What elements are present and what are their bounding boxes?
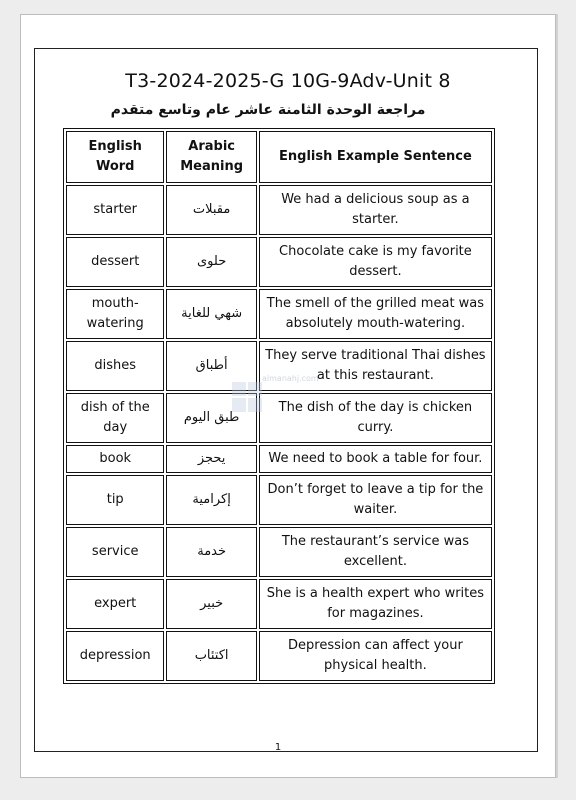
table-header-row bbox=[66, 131, 492, 183]
page-edge bbox=[556, 14, 558, 778]
example-sentence: Chocolate cake is my favorite dessert. bbox=[259, 237, 492, 287]
example-sentence: We need to book a table for four. bbox=[259, 445, 492, 473]
example-sentence: She is a health expert who writes for magazines. bbox=[259, 579, 492, 629]
example-sentence: The smell of the grilled meat was absolutely mouth-watering. bbox=[259, 289, 492, 339]
english-word: expert bbox=[66, 579, 164, 629]
arabic-meaning: خدمة bbox=[166, 527, 256, 577]
table-row bbox=[66, 631, 492, 681]
example-sentence: Don’t forget to leave a tip for the waiter. bbox=[259, 475, 492, 525]
arabic-meaning: يحجز bbox=[166, 445, 256, 473]
english-word: starter bbox=[66, 185, 164, 235]
table-row bbox=[66, 237, 492, 287]
english-word: dessert bbox=[66, 237, 164, 287]
example-sentence: They serve traditional Thai dishes at this restaurant. bbox=[259, 341, 492, 391]
example-sentence: Depression can affect your physical health. bbox=[259, 631, 492, 681]
english-word: tip bbox=[66, 475, 164, 525]
page-number: 1 bbox=[274, 742, 282, 753]
example-sentence: The dish of the day is chicken curry. bbox=[259, 393, 492, 443]
header-example-sentence: English Example Sentence bbox=[259, 131, 492, 183]
example-sentence: The restaurant’s service was excellent. bbox=[259, 527, 492, 577]
arabic-meaning: مقبلات bbox=[166, 185, 256, 235]
header-arabic-meaning: Arabic Meaning bbox=[166, 131, 256, 183]
arabic-meaning: إكرامية bbox=[166, 475, 256, 525]
table-row bbox=[66, 289, 492, 339]
english-word: dishes bbox=[66, 341, 164, 391]
english-word: depression bbox=[66, 631, 164, 681]
table-row bbox=[66, 527, 492, 577]
table-row bbox=[66, 475, 492, 525]
document-subtitle: مراجعة الوحدة الثامنة عاشر عام وتاسع متقدم bbox=[110, 102, 426, 118]
arabic-meaning: اكتئاب bbox=[166, 631, 256, 681]
arabic-meaning: شهي للغاية bbox=[166, 289, 256, 339]
english-word: mouth-watering bbox=[66, 289, 164, 339]
example-sentence: We had a delicious soup as a starter. bbox=[259, 185, 492, 235]
english-word: book bbox=[66, 445, 164, 473]
arabic-meaning: خبير bbox=[166, 579, 256, 629]
arabic-meaning: أطباق bbox=[166, 341, 256, 391]
vocabulary-table bbox=[63, 128, 495, 684]
table-row bbox=[66, 341, 492, 391]
table-row bbox=[66, 445, 492, 473]
arabic-meaning: طبق اليوم bbox=[166, 393, 256, 443]
watermark-text: almanahj.com bbox=[262, 374, 319, 383]
english-word: service bbox=[66, 527, 164, 577]
table-row bbox=[66, 393, 492, 443]
english-word: dish of the day bbox=[66, 393, 164, 443]
table-row bbox=[66, 185, 492, 235]
arabic-meaning: حلوى bbox=[166, 237, 256, 287]
header-english-word: English Word bbox=[66, 131, 164, 183]
table-row bbox=[66, 579, 492, 629]
document-title: T3-2024-2025-G 10G-9Adv-Unit 8 bbox=[125, 70, 451, 92]
